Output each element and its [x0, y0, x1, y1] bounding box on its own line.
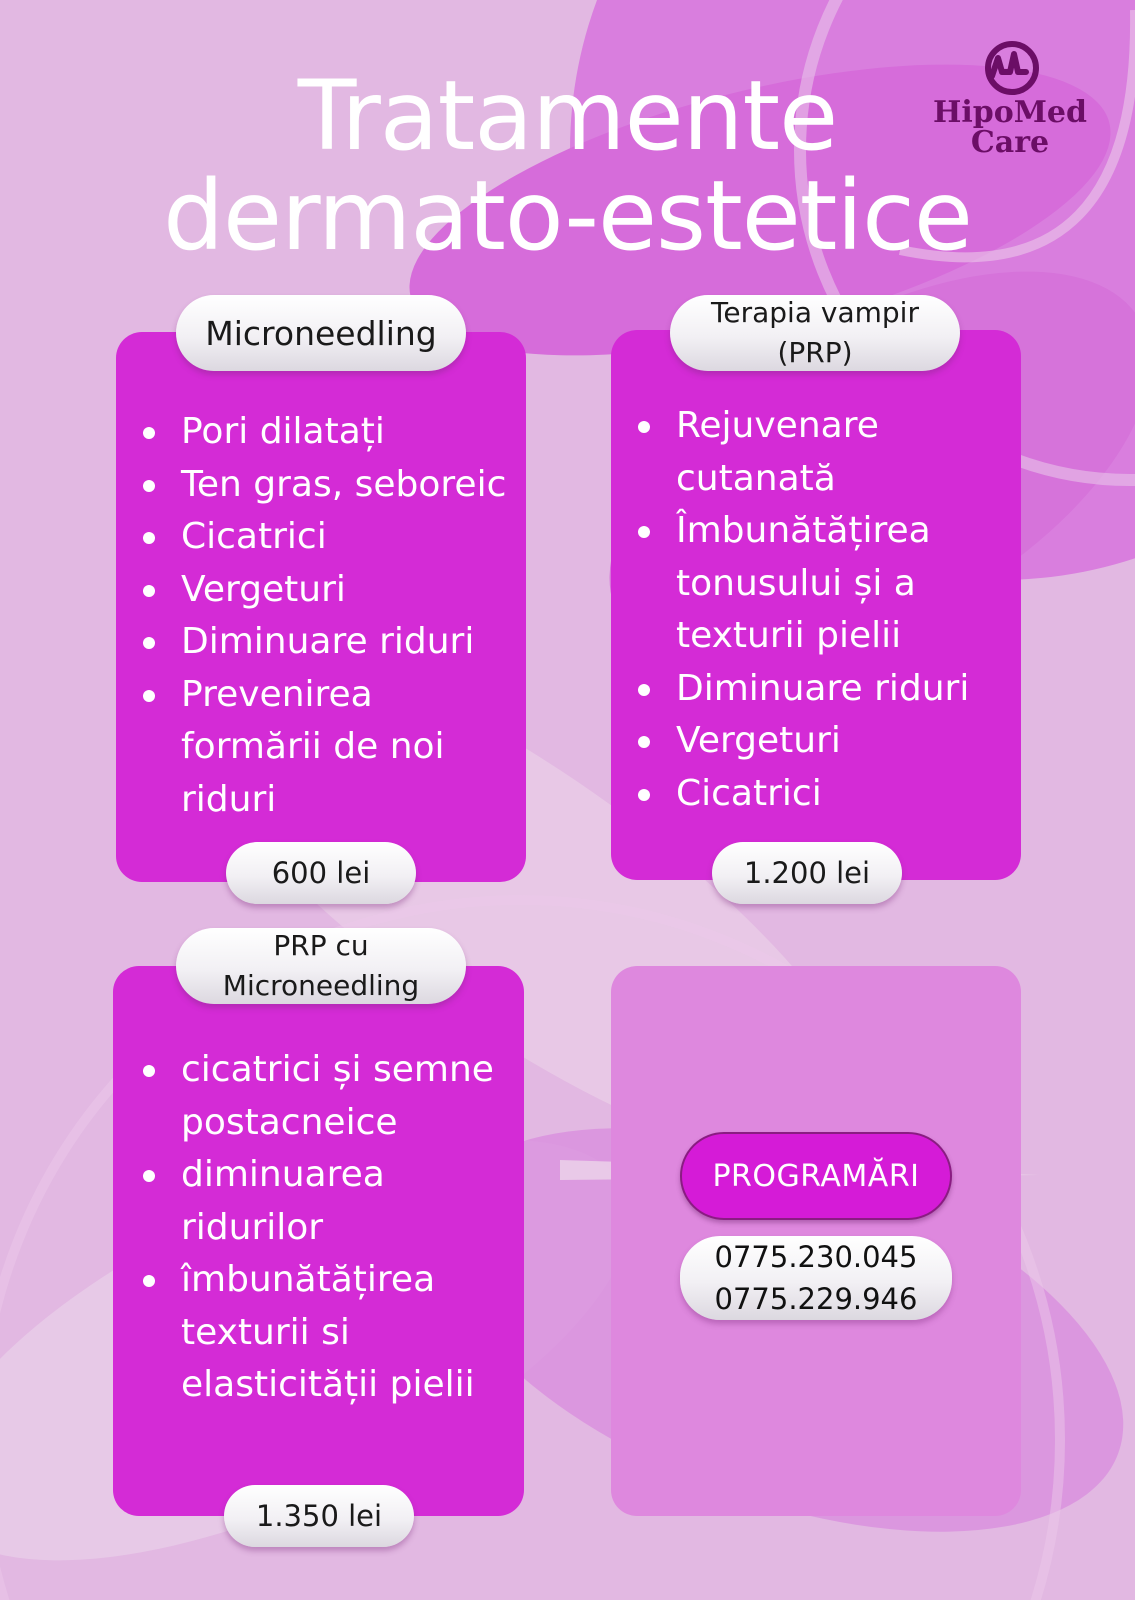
- appointments-button[interactable]: PROGRAMĂRI: [680, 1132, 952, 1220]
- hipomed-logo: [930, 38, 1090, 163]
- treatment-heading: [176, 295, 466, 371]
- phone-numbers: [680, 1236, 952, 1320]
- logo-brand-line1: HipoMed: [933, 95, 1087, 130]
- treatment-benefits-list: [135, 1044, 535, 1412]
- treatment-heading-text: Terapia vampir: [711, 296, 919, 329]
- logo-brand-line2: Care: [970, 125, 1050, 160]
- list-item: Îmbunătățirea tonusului și a texturii pielii: [630, 505, 946, 663]
- price-text: 600 lei: [271, 856, 371, 890]
- treatment-benefits-list: [135, 406, 535, 826]
- price-badge: [224, 1485, 414, 1547]
- list-item: îmbunătățirea texturii si elasticității pielii: [135, 1254, 501, 1412]
- treatment-heading: [670, 295, 960, 371]
- list-item: Diminuare riduri: [630, 663, 1020, 716]
- price-text: 1.350 lei: [255, 1499, 383, 1533]
- price-badge: [226, 842, 416, 904]
- list-item: Cicatrici: [135, 511, 535, 564]
- treatment-heading-text: (PRP): [777, 336, 853, 369]
- phone-number[interactable]: 0775.229.946: [714, 1282, 918, 1316]
- list-item: Prevenirea formării de noi riduri: [135, 669, 481, 827]
- treatment-heading-text: Microneedling: [222, 969, 420, 1002]
- treatment-benefits-list: [630, 400, 1020, 820]
- page-title-line1: Tratamente: [297, 60, 838, 172]
- list-item: diminuarea ridurilor: [135, 1149, 411, 1254]
- list-item: cicatrici și semne postacneice: [135, 1044, 521, 1149]
- list-item: Diminuare riduri: [135, 616, 535, 669]
- treatment-heading-text: PRP cu: [273, 929, 369, 962]
- price-text: 1.200 lei: [743, 856, 871, 890]
- treatment-heading-text: Microneedling: [205, 313, 437, 353]
- list-item: Vergeturi: [135, 564, 535, 617]
- phone-number[interactable]: 0775.230.045: [714, 1240, 918, 1274]
- page-title-line2: dermato-estetice: [163, 160, 972, 272]
- price-badge: [712, 842, 902, 904]
- treatment-heading: [176, 928, 466, 1004]
- list-item: Ten gras, seboreic: [135, 459, 535, 512]
- list-item: Cicatrici: [630, 768, 1020, 821]
- list-item: Pori dilatați: [135, 406, 535, 459]
- list-item: Vergeturi: [630, 715, 1020, 768]
- list-item: Rejuvenare cutanată: [630, 400, 896, 505]
- hipomed-logo-icon: [930, 38, 1090, 98]
